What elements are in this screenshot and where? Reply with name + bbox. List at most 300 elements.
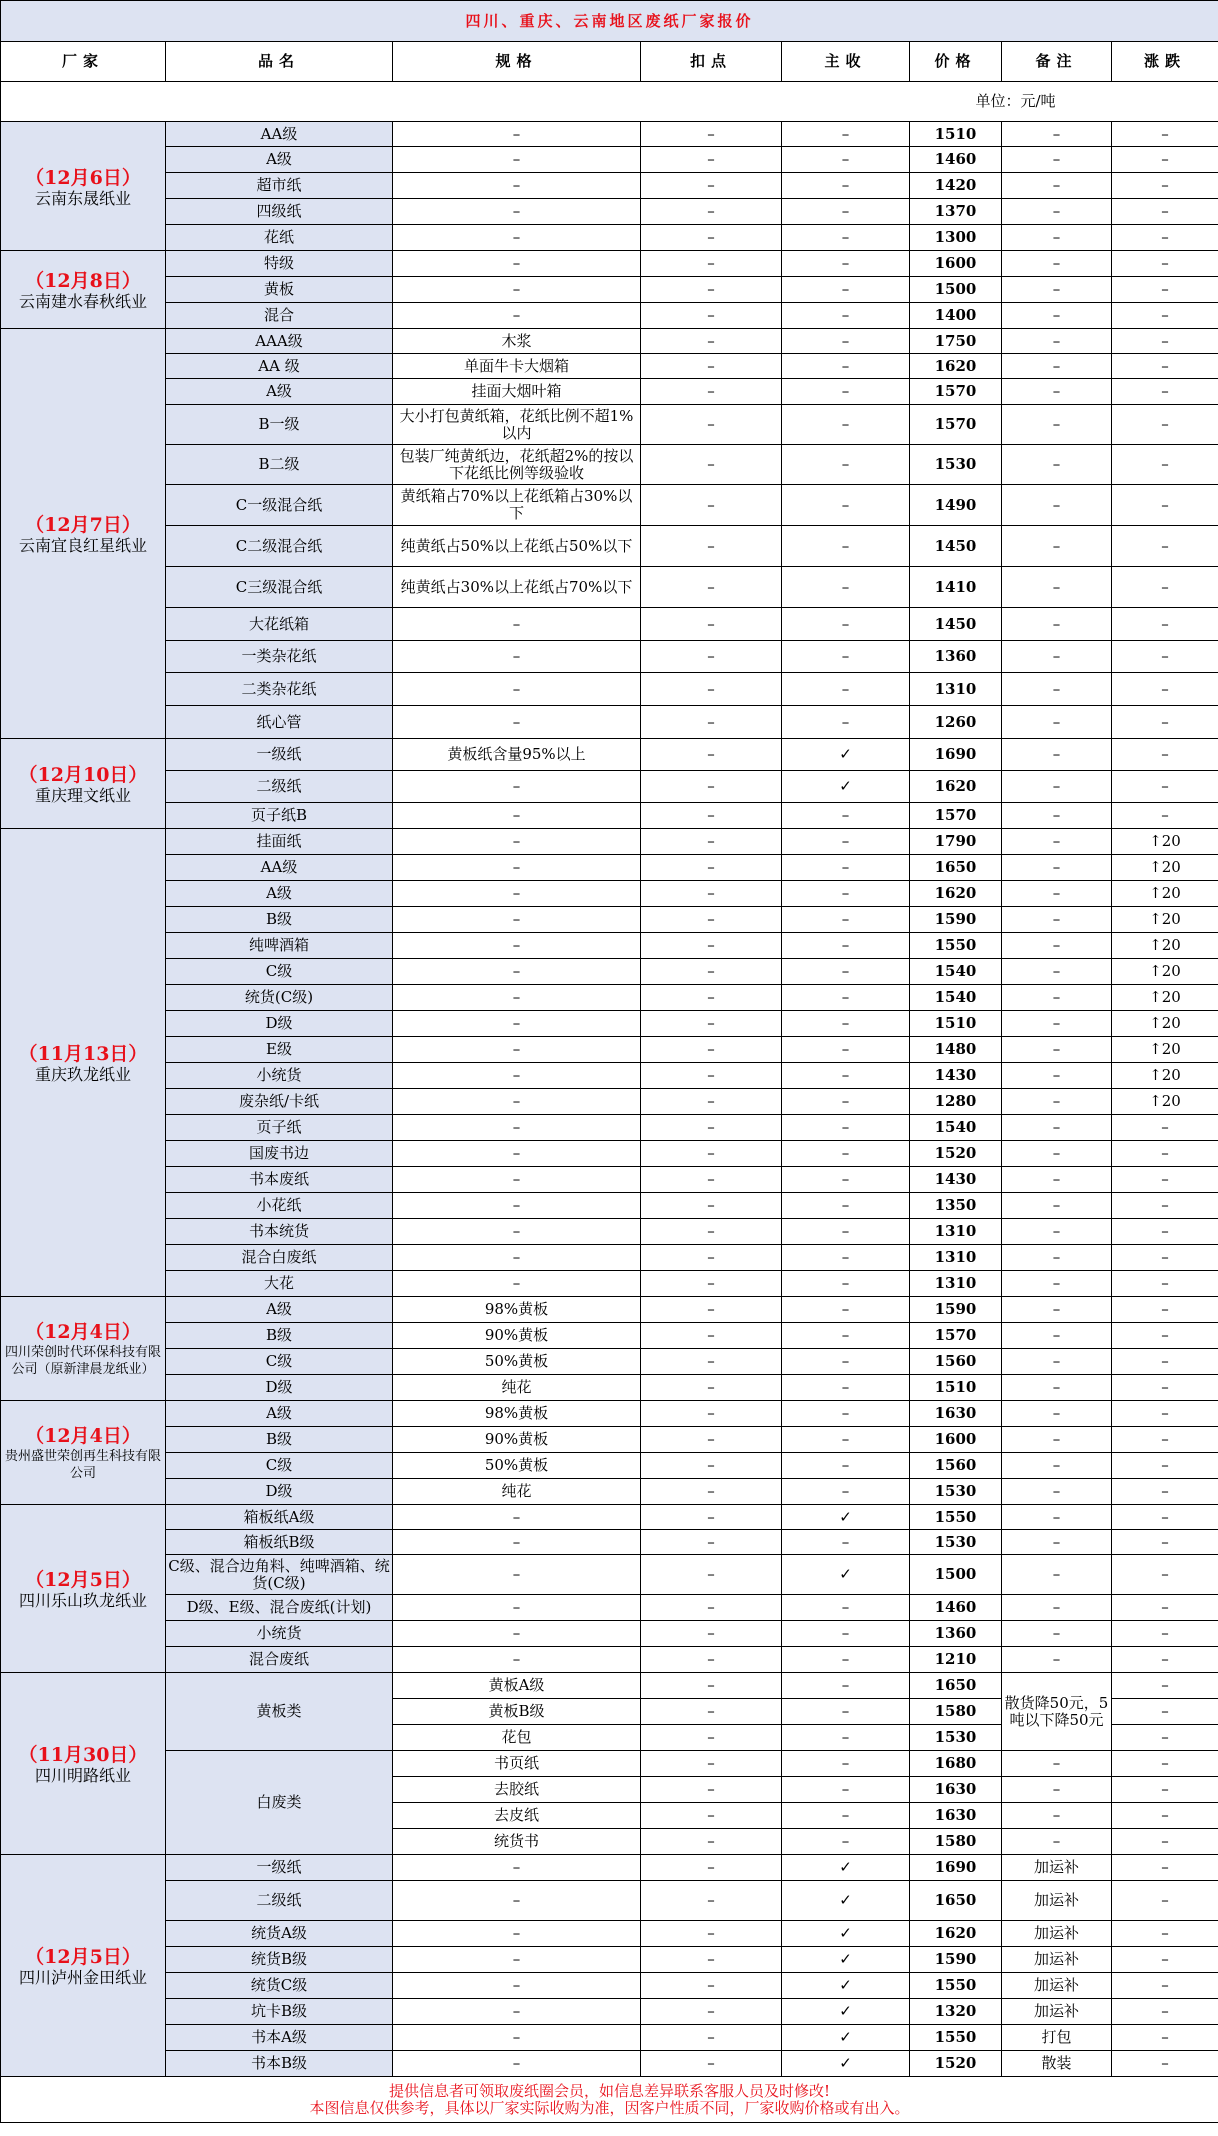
cell-main: –	[782, 485, 910, 526]
cell-main: –	[782, 1037, 910, 1063]
table-row	[1, 641, 1218, 673]
cell-note: –	[1002, 1829, 1112, 1855]
cell-deduction: –	[641, 1621, 782, 1647]
cell-product: C二级混合纸	[166, 526, 393, 567]
cell-product: C级	[166, 959, 393, 985]
factory-cell	[1, 122, 166, 251]
table-row	[1, 1881, 1218, 1921]
cell-note: –	[1002, 881, 1112, 907]
cell-deduction: –	[641, 1167, 782, 1193]
cell-price: 1450	[910, 608, 1002, 641]
cell-product: D级	[166, 1011, 393, 1037]
factory-date: （12月7日）	[25, 514, 141, 536]
cell-spec: –	[393, 771, 641, 803]
table-row	[1, 1855, 1218, 1881]
cell-deduction: –	[641, 881, 782, 907]
cell-note: –	[1002, 933, 1112, 959]
cell-deduction: –	[641, 1401, 782, 1427]
cell-deduction: –	[641, 829, 782, 855]
cell-price: 1600	[910, 251, 1002, 277]
cell-price: 1500	[910, 277, 1002, 303]
cell-main: –	[782, 1167, 910, 1193]
cell-note: –	[1002, 225, 1112, 251]
cell-spec: 90%黄板	[393, 1427, 641, 1453]
table-row	[1, 1219, 1218, 1245]
cell-change: –	[1112, 771, 1218, 803]
cell-note: –	[1002, 251, 1112, 277]
cell-main: ✓	[782, 2051, 910, 2077]
cell-price: 1210	[910, 1647, 1002, 1673]
cell-spec: –	[393, 608, 641, 641]
cell-change: –	[1112, 1673, 1218, 1699]
cell-change: –	[1112, 445, 1218, 485]
cell-deduction: –	[641, 739, 782, 771]
cell-change: –	[1112, 1921, 1218, 1947]
cell-deduction: –	[641, 1323, 782, 1349]
cell-deduction: –	[641, 526, 782, 567]
cell-spec: –	[393, 985, 641, 1011]
cell-note: –	[1002, 1375, 1112, 1401]
cell-change: –	[1112, 1141, 1218, 1167]
cell-note: –	[1002, 1011, 1112, 1037]
cell-spec: 纯黄纸占50%以上花纸占50%以下	[393, 526, 641, 567]
cell-main: –	[782, 933, 910, 959]
factory-date: （12月6日）	[25, 166, 141, 189]
cell-main: –	[782, 855, 910, 881]
cell-main: –	[782, 1673, 910, 1699]
cell-note: –	[1002, 1037, 1112, 1063]
cell-product: 废杂纸/卡纸	[166, 1089, 393, 1115]
cell-price: 1430	[910, 1063, 1002, 1089]
cell-price: 1590	[910, 1297, 1002, 1323]
table-row	[1, 1621, 1218, 1647]
cell-main: –	[782, 199, 910, 225]
cell-main: ✓	[782, 1855, 910, 1881]
cell-deduction: –	[641, 1973, 782, 1999]
cell-product: 坑卡B级	[166, 1999, 393, 2025]
cell-price: 1630	[910, 1777, 1002, 1803]
cell-price: 1540	[910, 985, 1002, 1011]
factory-name: 四川乐山玖龙纸业	[18, 1591, 147, 1610]
cell-note: –	[1002, 829, 1112, 855]
table-row	[1, 1555, 1218, 1595]
table-row	[1, 1973, 1218, 1999]
table-row	[1, 771, 1218, 803]
cell-change: –	[1112, 1297, 1218, 1323]
cell-main: –	[782, 1219, 910, 1245]
table-row	[1, 526, 1218, 567]
cell-spec: 黄板A级	[393, 1673, 641, 1699]
cell-note: –	[1002, 803, 1112, 829]
cell-product: 混合	[166, 303, 393, 329]
cell-product: 小统货	[166, 1621, 393, 1647]
cell-product: C级、混合边角料、纯啤酒箱、统货(C级)	[166, 1555, 393, 1595]
cell-price: 1300	[910, 225, 1002, 251]
cell-main: –	[782, 1803, 910, 1829]
table-row	[1, 1141, 1218, 1167]
factory-name: 贵州盛世荣创再生科技有限公司	[4, 1448, 161, 1481]
cell-product: 箱板纸B级	[166, 1530, 393, 1555]
cell-main: –	[782, 1401, 910, 1427]
cell-price: 1450	[910, 526, 1002, 567]
cell-note: 加运补	[1002, 1881, 1112, 1921]
cell-note: –	[1002, 1089, 1112, 1115]
cell-main: –	[782, 1245, 910, 1271]
cell-main: –	[782, 1621, 910, 1647]
cell-note: –	[1002, 1427, 1112, 1453]
cell-change: –	[1112, 173, 1218, 199]
cell-spec: –	[393, 1999, 641, 2025]
cell-product: 书本A级	[166, 2025, 393, 2051]
cell-deduction: –	[641, 199, 782, 225]
cell-change: –	[1112, 1999, 1218, 2025]
factory-cell	[1, 1401, 166, 1505]
factory-cell	[1, 1673, 166, 1855]
cell-spec: –	[393, 959, 641, 985]
cell-price: 1350	[910, 1193, 1002, 1219]
cell-price: 1680	[910, 1751, 1002, 1777]
cell-price: 1620	[910, 771, 1002, 803]
cell-deduction: –	[641, 803, 782, 829]
cell-deduction: –	[641, 985, 782, 1011]
cell-main: –	[782, 445, 910, 485]
cell-change: ↑20	[1112, 829, 1218, 855]
cell-note: –	[1002, 303, 1112, 329]
cell-deduction: –	[641, 251, 782, 277]
factory-name: 四川泸州金田纸业	[18, 1968, 147, 1987]
cell-change: –	[1112, 225, 1218, 251]
cell-change: –	[1112, 1401, 1218, 1427]
cell-main: –	[782, 1595, 910, 1621]
cell-spec: 单面牛卡大烟箱	[393, 354, 641, 379]
cell-product: 小统货	[166, 1063, 393, 1089]
cell-change: –	[1112, 329, 1218, 354]
cell-product: 统货A级	[166, 1921, 393, 1947]
cell-deduction: –	[641, 1673, 782, 1699]
cell-note: –	[1002, 1530, 1112, 1555]
factory-date: （12月10日）	[18, 764, 148, 786]
cell-spec: –	[393, 1063, 641, 1089]
cell-note: –	[1002, 739, 1112, 771]
cell-deduction: –	[641, 1530, 782, 1555]
cell-change: –	[1112, 251, 1218, 277]
header-change: 涨跌	[1112, 42, 1218, 82]
cell-product: 纯啤酒箱	[166, 933, 393, 959]
cell-spec: –	[393, 1555, 641, 1595]
table-row	[1, 1530, 1218, 1555]
cell-product: C级	[166, 1349, 393, 1375]
cell-deduction: –	[641, 1063, 782, 1089]
cell-category: 白废类	[166, 1751, 393, 1855]
cell-note: –	[1002, 1115, 1112, 1141]
cell-price: 1530	[910, 1725, 1002, 1751]
cell-spec: –	[393, 173, 641, 199]
cell-spec: 纯黄纸占30%以上花纸占70%以下	[393, 567, 641, 608]
table-row	[1, 1751, 1218, 1777]
table-row	[1, 1011, 1218, 1037]
cell-price: 1320	[910, 1999, 1002, 2025]
cell-price: 1360	[910, 641, 1002, 673]
cell-change: –	[1112, 485, 1218, 526]
cell-price: 1360	[910, 1621, 1002, 1647]
cell-product: 大花	[166, 1271, 393, 1297]
cell-main: –	[782, 1349, 910, 1375]
cell-spec: –	[393, 147, 641, 173]
cell-spec: 98%黄板	[393, 1297, 641, 1323]
cell-product: A级	[166, 379, 393, 405]
cell-spec: –	[393, 907, 641, 933]
cell-change: –	[1112, 1647, 1218, 1673]
cell-main: ✓	[782, 1947, 910, 1973]
cell-price: 1690	[910, 1855, 1002, 1881]
cell-main: –	[782, 329, 910, 354]
factory-cell	[1, 829, 166, 1297]
cell-main: –	[782, 1375, 910, 1401]
cell-price: 1570	[910, 803, 1002, 829]
header-factory: 厂家	[1, 42, 166, 82]
table-row	[1, 706, 1218, 739]
cell-price: 1630	[910, 1803, 1002, 1829]
cell-change: –	[1112, 303, 1218, 329]
cell-product: A级	[166, 1297, 393, 1323]
cell-change: ↑20	[1112, 1011, 1218, 1037]
factory-cell	[1, 1855, 166, 2077]
factory-cell	[1, 739, 166, 829]
cell-main: –	[782, 1453, 910, 1479]
cell-change: –	[1112, 1595, 1218, 1621]
cell-note: –	[1002, 147, 1112, 173]
cell-change: –	[1112, 1115, 1218, 1141]
table-row	[1, 739, 1218, 771]
factory-date: （12月5日）	[25, 1946, 141, 1968]
factory-name: 四川明路纸业	[34, 1766, 131, 1785]
cell-deduction: –	[641, 147, 782, 173]
cell-price: 1310	[910, 1219, 1002, 1245]
cell-spec: 挂面大烟叶箱	[393, 379, 641, 405]
table-row	[1, 173, 1218, 199]
cell-product: 页子纸B	[166, 803, 393, 829]
cell-main: –	[782, 1699, 910, 1725]
table-row	[1, 405, 1218, 445]
cell-product: 四级纸	[166, 199, 393, 225]
cell-price: 1430	[910, 1167, 1002, 1193]
cell-main: –	[782, 1141, 910, 1167]
cell-price: 1510	[910, 122, 1002, 147]
cell-price: 1590	[910, 1947, 1002, 1973]
cell-deduction: –	[641, 1881, 782, 1921]
table-row	[1, 985, 1218, 1011]
table-row	[1, 933, 1218, 959]
cell-product: B级	[166, 907, 393, 933]
cell-change: –	[1112, 1427, 1218, 1453]
table-row	[1, 1401, 1218, 1427]
cell-main: –	[782, 959, 910, 985]
table-row	[1, 881, 1218, 907]
cell-deduction: –	[641, 1947, 782, 1973]
cell-price: 1410	[910, 567, 1002, 608]
cell-spec: –	[393, 199, 641, 225]
cell-change: ↑20	[1112, 1089, 1218, 1115]
cell-note: –	[1002, 567, 1112, 608]
cell-note: –	[1002, 1141, 1112, 1167]
cell-note: 加运补	[1002, 1921, 1112, 1947]
cell-main: –	[782, 1725, 910, 1751]
cell-spec: –	[393, 829, 641, 855]
cell-note: –	[1002, 173, 1112, 199]
cell-product: D级	[166, 1479, 393, 1505]
cell-change: –	[1112, 1167, 1218, 1193]
table-row	[1, 1427, 1218, 1453]
table-row	[1, 1947, 1218, 1973]
cell-product: B二级	[166, 445, 393, 485]
table-row	[1, 567, 1218, 608]
cell-spec: 包装厂纯黄纸边，花纸超2%的按以下花纸比例等级验收	[393, 445, 641, 485]
cell-spec: –	[393, 1193, 641, 1219]
cell-change: –	[1112, 1219, 1218, 1245]
cell-spec: –	[393, 1271, 641, 1297]
cell-deduction: –	[641, 1699, 782, 1725]
cell-spec: 木浆	[393, 329, 641, 354]
table-row	[1, 122, 1218, 147]
cell-note: –	[1002, 445, 1112, 485]
cell-price: 1650	[910, 1673, 1002, 1699]
cell-deduction: –	[641, 1555, 782, 1595]
cell-note: 散装	[1002, 2051, 1112, 2077]
cell-product: A级	[166, 1401, 393, 1427]
cell-price: 1580	[910, 1829, 1002, 1855]
cell-main: –	[782, 829, 910, 855]
header-main: 主收	[782, 42, 910, 82]
table-row	[1, 1271, 1218, 1297]
cell-main: –	[782, 1063, 910, 1089]
cell-change: –	[1112, 1947, 1218, 1973]
table-row	[1, 2025, 1218, 2051]
cell-change: –	[1112, 122, 1218, 147]
table-row	[1, 379, 1218, 405]
cell-change: –	[1112, 739, 1218, 771]
cell-spec: –	[393, 1505, 641, 1530]
cell-note: –	[1002, 1219, 1112, 1245]
table-row	[1, 2051, 1218, 2077]
cell-price: 1310	[910, 1245, 1002, 1271]
unit-label: 单位：元/吨	[975, 92, 1056, 110]
cell-price: 1550	[910, 2025, 1002, 2051]
table-row	[1, 1673, 1218, 1699]
cell-main: –	[782, 173, 910, 199]
cell-product: AA级	[166, 855, 393, 881]
cell-spec: 大小打包黄纸箱，花纸比例不超1%以内	[393, 405, 641, 445]
cell-spec: –	[393, 122, 641, 147]
cell-deduction: –	[641, 445, 782, 485]
table-row	[1, 251, 1218, 277]
cell-spec: –	[393, 1245, 641, 1271]
table-row	[1, 673, 1218, 706]
cell-note: –	[1002, 855, 1112, 881]
cell-spec: –	[393, 1947, 641, 1973]
cell-deduction: –	[641, 225, 782, 251]
cell-price: 1650	[910, 1881, 1002, 1921]
cell-price: 1480	[910, 1037, 1002, 1063]
cell-deduction: –	[641, 1193, 782, 1219]
cell-main: –	[782, 277, 910, 303]
cell-deduction: –	[641, 1647, 782, 1673]
cell-deduction: –	[641, 1479, 782, 1505]
cell-price: 1630	[910, 1401, 1002, 1427]
factory-name: 云南宜良红星纸业	[18, 536, 147, 555]
cell-change: –	[1112, 199, 1218, 225]
cell-deduction: –	[641, 2025, 782, 2051]
cell-product: 一级纸	[166, 1855, 393, 1881]
table-row	[1, 959, 1218, 985]
cell-spec: –	[393, 1141, 641, 1167]
cell-spec: –	[393, 641, 641, 673]
cell-product: 书本B级	[166, 2051, 393, 2077]
cell-change: ↑20	[1112, 881, 1218, 907]
cell-spec: 统货书	[393, 1829, 641, 1855]
cell-deduction: –	[641, 1375, 782, 1401]
cell-change: –	[1112, 1323, 1218, 1349]
cell-main: –	[782, 1479, 910, 1505]
cell-spec: –	[393, 1219, 641, 1245]
cell-main: –	[782, 641, 910, 673]
factory-name: 重庆玖龙纸业	[34, 1065, 131, 1084]
table-row	[1, 829, 1218, 855]
cell-spec: –	[393, 277, 641, 303]
table-row	[1, 1595, 1218, 1621]
table-row	[1, 803, 1218, 829]
table-row	[1, 1349, 1218, 1375]
cell-change: ↑20	[1112, 985, 1218, 1011]
cell-spec: 黄板纸含量95%以上	[393, 739, 641, 771]
cell-note: –	[1002, 608, 1112, 641]
cell-main: –	[782, 985, 910, 1011]
cell-product: D级、E级、混合废纸(计划)	[166, 1595, 393, 1621]
cell-product: 页子纸	[166, 1115, 393, 1141]
cell-note: –	[1002, 1647, 1112, 1673]
sheet-title: 四川、重庆、云南地区废纸厂家报价	[1, 1, 1218, 42]
cell-price: 1540	[910, 959, 1002, 985]
cell-main: –	[782, 379, 910, 405]
cell-spec: –	[393, 303, 641, 329]
cell-note: –	[1002, 122, 1112, 147]
cell-product: 二级纸	[166, 1881, 393, 1921]
cell-change: –	[1112, 803, 1218, 829]
factory-date: （11月30日）	[18, 1744, 148, 1766]
cell-price: 1460	[910, 1595, 1002, 1621]
table-row	[1, 1037, 1218, 1063]
cell-change: –	[1112, 608, 1218, 641]
cell-product: 国废书边	[166, 1141, 393, 1167]
cell-product: 一级纸	[166, 739, 393, 771]
cell-spec: 50%黄板	[393, 1349, 641, 1375]
cell-note: –	[1002, 485, 1112, 526]
cell-deduction: –	[641, 1453, 782, 1479]
cell-price: 1530	[910, 1530, 1002, 1555]
cell-main: –	[782, 1427, 910, 1453]
cell-note: –	[1002, 526, 1112, 567]
factory-date: （11月13日）	[18, 1043, 148, 1065]
table-row	[1, 225, 1218, 251]
cell-product: 挂面纸	[166, 829, 393, 855]
cell-deduction: –	[641, 1999, 782, 2025]
cell-change: –	[1112, 1375, 1218, 1401]
cell-change: –	[1112, 2025, 1218, 2051]
cell-product: 二类杂花纸	[166, 673, 393, 706]
factory-date: （12月4日）	[25, 1320, 141, 1343]
cell-price: 1260	[910, 706, 1002, 739]
cell-change: –	[1112, 405, 1218, 445]
cell-deduction: –	[641, 1803, 782, 1829]
